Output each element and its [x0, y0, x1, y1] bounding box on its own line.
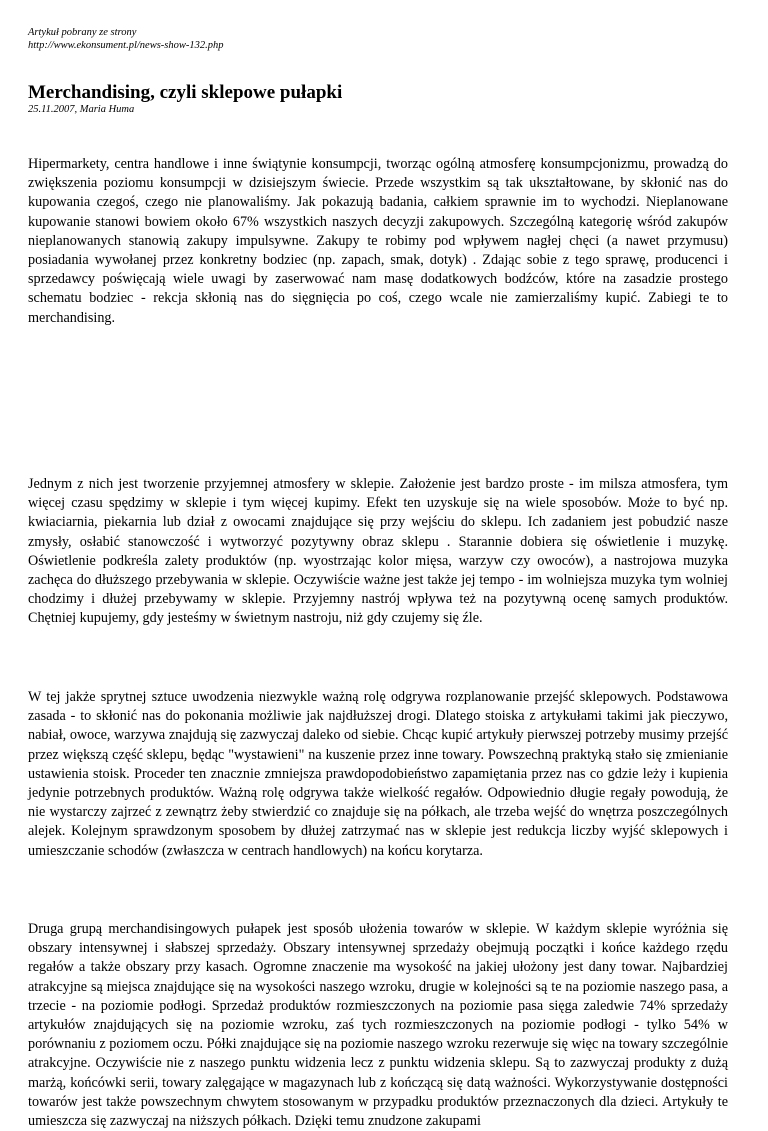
- article-paragraph: Jednym z nich jest tworzenie przyjemnej atmosfery w sklepie. Założenie jest bardzo proste - im milsza atmosfera, tym więcej czasu spędzimy w sklepie i tym więcej kupimy. Efekt ten uzyskuje się na wiele sposobów. Może to być np. kwiaciarnia, piekarnia lub dział z owocami znajdujące się przy wejściu do sklepu. Ich zadaniem jest pobudzić nasze zmysły, osłabić stanowczość i wytworzyć pozytywny obraz sklepu . Starannie dobiera się oświetlenie i muzykę. Oświetlenie podkreśla zalety produktów (np. wyostrzając kolor mięsa, warzyw czy owoców), a nastrojowa muzyka zachęca do dłuższego przebywania w sklepie. Oczywiście ważne jest także jej tempo - im wolniejsza muzyka tym wolniej chodzimy i dłużej przebywamy w sklepie. Przyjemny nastrój wpływa też na pozytywną ocenę samych produktów. Chętniej kupujemy, gdy jesteśmy w świetnym nastroju, niż gdy czujemy się źle.: [28, 476, 728, 627]
- source-url: http://www.ekonsument.pl/news-show-132.php: [28, 40, 224, 51]
- source-label: Artykuł pobrany ze strony: [28, 27, 137, 38]
- article-byline: 25.11.2007, Maria Huma: [28, 104, 135, 115]
- article-paragraph: W tej jakże sprytnej sztuce uwodzenia niezwykle ważną rolę odgrywa rozplanowanie przejść sklepowych. Podstawowa zasada - to skłonić nas do pokonania możliwie jak najdłuższej drogi. Dlatego stoiska z artykułami takimi jak pieczywo, nabiał, owoce, warzywa znajdują się zazwyczaj daleko od siebie. Chcąc kupić artykuły pierwszej potrzeby musimy przejść przez większą część sklepu, będąc "wystawieni" na kuszenie przez inne towary. Powszechną praktyką stało się zmienianie ustawienia stoisk. Proceder ten znacznie zmniejsza prawdopodobieństwo zapamiętania przez nas co gdzie leży i kupienia jedynie potrzebnych produktów. Ważną rolę odgrywa także wielkość regałów. Odpowiednio długie regały powodują, że nie wystarczy zajrzeć z zewnątrz żeby stwierdzić co znajduje się na półkach, ale trzeba wejść do wnętrza poszczególnych alejek. Kolejnym sprawdzonym sposobem by dłużej zatrzymać nas w sklepie jest redukcja liczby wyjść sklepowych i umieszczanie schodów (zwłaszcza w centrach handlowych) na końcu korytarza.: [28, 689, 728, 859]
- article-title: Merchandising, czyli sklepowe pułapki: [28, 82, 343, 103]
- source-note: [28, 26, 224, 52]
- article-paragraph: Druga grupą merchandisingowych pułapek jest sposób ułożenia towarów w sklepie. W każdym sklepie wyróżnia się obszary intensywnej i słabszej sprzedaży. Obszary intensywnej sprzedaży obejmują początki i końce każdego rzędu regałów a także obszary przy kasach. Ogromne znaczenie ma wysokość na jakiej ułożony jest dany towar. Najbardziej atrakcyjne są miejsca znajdujące się na wysokości naszego wzroku, drugie w kolejności są te na poziomie naszego pasa, a trzecie - na poziomie podłogi. Sprzedaż produktów rozmieszczonych na poziomie pasa sięga zaledwie 74% sprzedaży artykułów znajdujących się na poziomie wzroku, zaś tych rozmieszczonych na poziomie podłogi - tylko 54% w porównaniu z poziomem oczu. Półki znajdujące się na poziomie naszego wzroku rezerwuje się więc na towary szczególnie atrakcyjne. Oczywiście nie z naszego punktu widzenia lecz z punktu widzenia sklepu. Są to zazwyczaj produkty z dużą marżą, końcówki serii, towary zalęgające w magazynach lub z kończącą się datą ważności. Wykorzystywanie dostępności towarów jest także powszechnym chwytem stosowanym w przypadku produktów przeznaczonych dla dzieci. Artykuły te umieszcza się zazwyczaj na niższych półkach. Dzięki temu znudzone zakupami: [28, 921, 728, 1130]
- article-paragraph: Hipermarkety, centra handlowe i inne świątynie konsumpcji, tworząc ogólną atmosferę konsumpcjonizmu, prowadzą do zwiększenia poziomu konsumpcji w dzisiejszym świecie. Przede wszystkim są tak ukształtowane, by skłonić nas do kupowania czegoś, czego nie planowaliśmy. Jak pokazują badania, całkiem sprawnie im to wychodzi. Nieplanowane kupowanie stanowi bowiem około 67% wszystkich naszych decyzji zakupowych. Szczególną kategorię wśród zakupów nieplanowanych stanowią zakupy impulsywne. Zakupy te robimy pod wpływem nagłej chęci (a nawet przymusu) posiadania wywołanej przez konkretny bodziec (np. zapach, smak, dotyk) . Zdając sobie z tego sprawę, producenci i sprzedawcy poświęcają wiele uwagi by zaserwować nam masę dodatkowych bodźców, które na zasadzie prostego schematu bodziec - rekcja skłonią nas do sięgnięcia po coś, czego wcale nie zamierzaliśmy kupić. Zabiegi te to merchandising.: [28, 156, 728, 326]
